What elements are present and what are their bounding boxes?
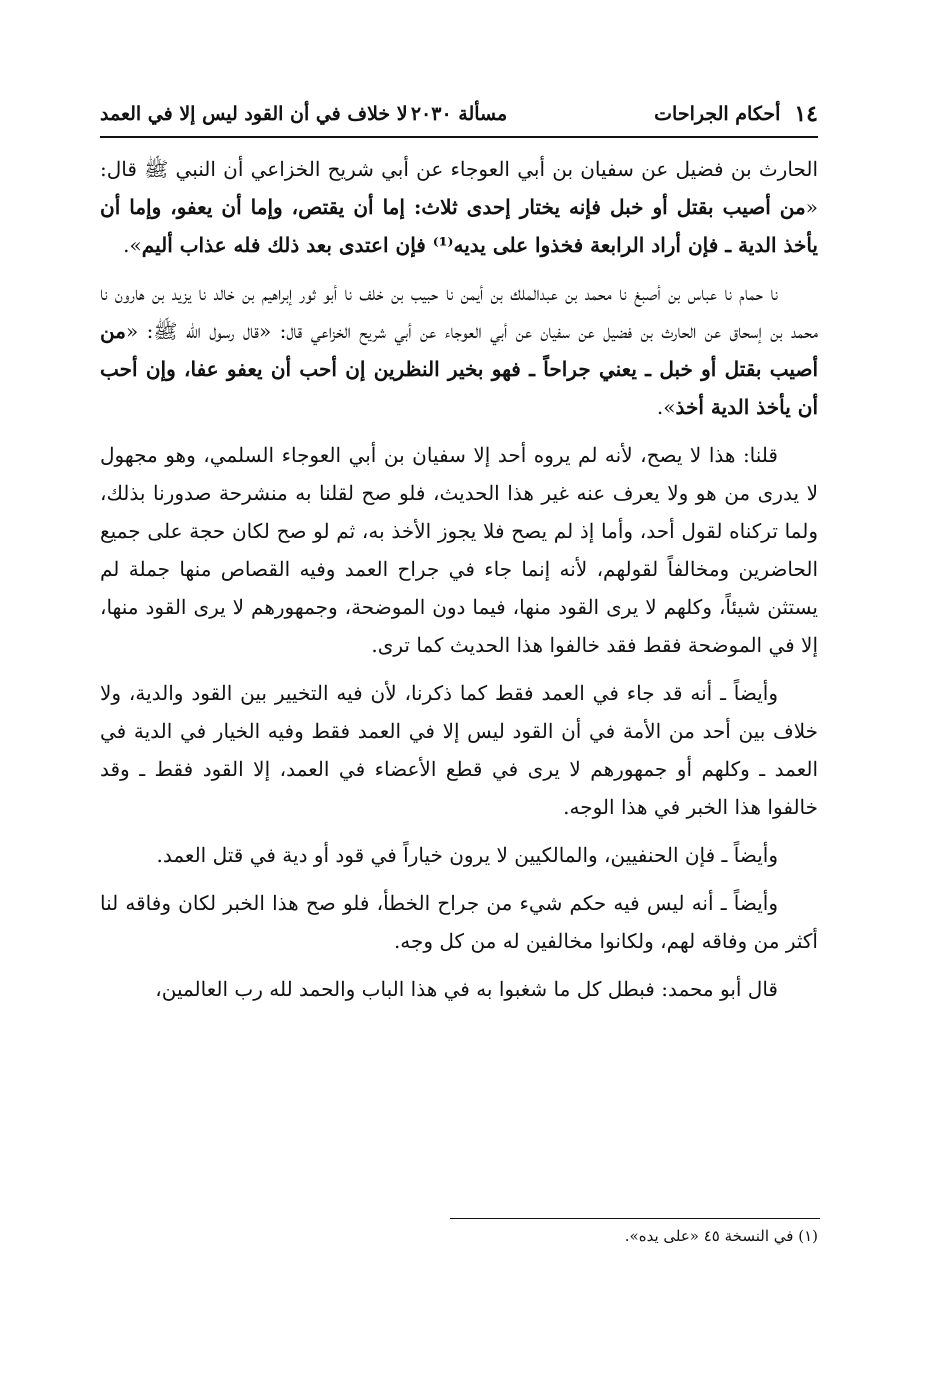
issue-number: مسألة ٢٠٣٠ bbox=[410, 103, 508, 125]
paragraph-response: قلنا: هذا لا يصح، لأنه لم يروه أحد إلا سفيان بن أبي العوجاء السلمي، وهو مجهول لا يدرى من هو ولا يعرف عنه غير هذا الحديث، فلو صح لقلنا به منشرحة صدورنا بذلك، ولما تركناه لقول أحد، وأما إذ لم يصح فلا يجوز الأخذ به، ثم لو صح لكان حجة على جميع الحاضرين ومخالفاً لقولهم، لأنه إنما جاء في جراح العمد وفيه القصاص منها جملة لم يستثن شيئاً، وكلهم لا يرى القود منها، فيما دون الموضحة، وجمهورهم لا يرى القود منها، إلا في الموضحة فقط فقد خالفوا هذا الحديث كما ترى. bbox=[100, 443, 819, 657]
book-title: أحكام الجراحات bbox=[654, 103, 781, 125]
footnote: (١) في النسخة ٤٥ «على يده». bbox=[624, 1227, 818, 1245]
hadith-2-matn: من أصيب بقتل أو خبل ـ يعني جراحاً ـ فهو بخير النظرين إن أحب أن يعفو عفا، وإن أحب أن يأخذ الدية أخذ bbox=[100, 319, 818, 419]
paragraph-hadith-2 bbox=[100, 274, 818, 426]
header-topic: لا خلاف في أن القود ليس إلا في العمد bbox=[100, 103, 408, 125]
hadith-2-isnad: نا حمام نا عباس بن أصبغ نا محمد بن عبدالملك بن أيمن نا حبيب بن خلف نا أبو ثور إبراهيم بن خالد نا يزيد بن هارون نا محمد بن إسحاق عن الحارث بن فضيل عن سفيان عن أبي العوجاء عن أبي شريح الخزاعي قال: «قال رسول الله ﷺ: « bbox=[100, 281, 818, 343]
paragraph-argument-2: وأيضاً ـ فإن الحنفيين، والمالكيين لا يرون خياراً في قود أو دية في قتل العمد. bbox=[156, 843, 778, 867]
running-header bbox=[100, 92, 818, 136]
paragraph-hadith-1 bbox=[100, 150, 818, 264]
hadith-1-matn: من أصيب بقتل أو خبل فإنه يختار إحدى ثلاث: إما أن يقتص، وإما أن يعفو، وإما أن يأخذ الدية ـ فإن أراد الرابعة فخذوا على يديه⁽¹⁾ فإن اعتدى بعد ذلك فله عذاب أليم bbox=[100, 195, 818, 257]
paragraph-argument-3: وأيضاً ـ أنه ليس فيه حكم شيء من جراح الخطأ، فلو صح هذا الخبر لكان وفاقه لنا أكثر من وفاقه لهم، ولكانوا مخالفين له من كل وجه. bbox=[100, 891, 818, 953]
hadith-1-close: ». bbox=[123, 233, 142, 257]
paragraph-argument-1: وأيضاً ـ أنه قد جاء في العمد فقط كما ذكرنا، لأن فيه التخيير بين القود والدية، ولا خلاف بين أحد من الأمة في أن القود ليس إلا في العمد فقط وفيه الخيار في الدية في العمد ـ وكلهم أو جمهورهم لا يرى في قطع الأعضاء في العمد، إلا القود فقط ـ وقد خالفوا هذا الخبر في هذا الوجه. bbox=[100, 681, 818, 819]
page-number: ١٤ bbox=[794, 101, 818, 127]
paragraph-conclusion: قال أبو محمد: فبطل كل ما شغبوا به في هذا الباب والحمد لله رب العالمين، bbox=[155, 977, 778, 1001]
hadith-1-isnad: الحارث بن فضيل عن سفيان بن أبي العوجاء عن أبي شريح الخزاعي أن النبي ﷺ قال: « bbox=[100, 157, 818, 219]
main-text bbox=[100, 150, 818, 1018]
footnote-rule bbox=[450, 1218, 820, 1219]
hadith-2-close: ». bbox=[656, 395, 676, 419]
header-right bbox=[654, 101, 818, 127]
header-rule bbox=[100, 136, 818, 138]
